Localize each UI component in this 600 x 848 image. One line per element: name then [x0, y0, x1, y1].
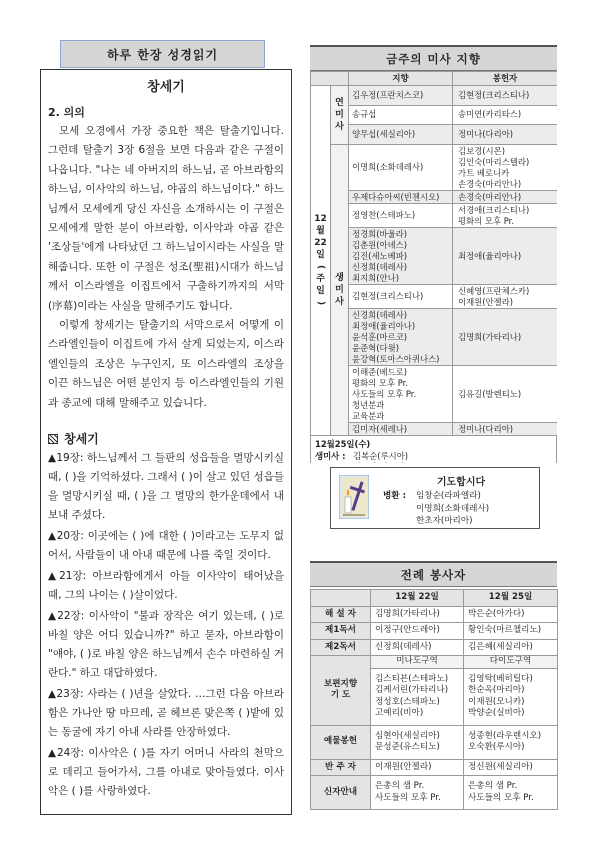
minister-cell: 김영탁(베히틸다) 한순옥(마리아) 이재원(모니카) 박양순(실비아) — [464, 668, 558, 725]
offerer-cell: 최정애(율리아나) — [453, 228, 558, 285]
minister-cell: 은총의 샘 Pr. 사도들의 모후 Pr. — [371, 776, 464, 810]
intention-cell: 송규섭 — [349, 105, 453, 125]
bible-reading-box — [40, 69, 292, 815]
daily-bible-reading-title: 하루 한장 성경읽기 — [106, 47, 219, 62]
prayer-title: 기도합시다 — [436, 477, 486, 488]
district-label: 다이도구역 — [464, 656, 558, 669]
intention-cell: 김미자(세레나) — [349, 423, 453, 436]
minister-cell: 김은혜(세실리아) — [464, 639, 558, 656]
date-dec22: 12 월 22 일 ( 주 일 ) — [314, 213, 327, 305]
date-header: 12월 22일 — [371, 590, 464, 607]
intention-name: 김복순(루시아) — [353, 450, 409, 461]
intention-cell: 김현정(크리스티나) — [349, 285, 453, 309]
minister-cell: 성종현(라우렌시오) 오숙환(루시아) — [464, 725, 558, 759]
memorial-mass-label: 연 미 사 — [335, 98, 344, 132]
intention-cell: 정경희(바울라) 김춘원(아녜스) 김진(세노베파) 신정희(데레사) 최지희(안나) — [349, 228, 453, 285]
illness-label: 병환 : — [383, 491, 407, 501]
minister-cell: 은총의 샘 Pr. 사도들의 모후 Pr. — [464, 776, 558, 810]
offerer-header: 봉헌자 — [453, 72, 558, 86]
book-title: 창세기 — [147, 80, 185, 95]
intention-cell: 이명희(소화데레사) — [349, 145, 453, 191]
minister-cell: 김명희(가타리나) — [371, 606, 464, 623]
mass-intentions-title: 금주의 미사 지향 — [310, 45, 557, 71]
quiz-item: ▲19장: 하느님께서 그 들판의 성읍들을 멸망시키실 때, ( )을 기억하셨다. 그래서 ( )이 살고 있던 성읍들을 멸망시키실 때, ( )을 그 멸망의 한가운데에서 내보내 주셨다. — [48, 452, 284, 522]
district-label: 미나도구역 — [371, 656, 464, 669]
intention-cell: 정영찬(스테파노) — [349, 204, 453, 228]
offerer-cell: 김명희(가타리나) — [453, 309, 558, 366]
quiz-item: ▲21장: 아브라함에게서 아들 이사악이 태어났을 때, 그의 나이는 ( )살이었다. — [48, 570, 284, 602]
quiz-heading-label: 창세기 — [64, 432, 99, 447]
offerer-cell: 송미연(카리타스) — [453, 105, 558, 125]
paragraph: 모세 오경에서 가장 중요한 책은 탈출기입니다. 그런데 탈출기 3장 6절을 보면 다음과 같은 구절이 나옵니다. "나는 네 아버지의 하느님, 곧 아브라함의 하느님, 이사악의 하느님, 야곱의 하느님이다." 하느님께서 모세에게 당신 자신을 소개하시는 이 구절은 모세에게 말한 분이 아브라함, 이사악과 야곱 같은 '조상들'에게 나타났던 그 하느님이시라는 사실을 말해줍니다. 또한 이 구절은 성조(聖祖)시대가 하느님께서 이스라엘을 이집트에서 구출하기까지의 서막(序幕)이라는 사실을 말해주기도 합니다. — [48, 125, 284, 312]
date-header: 12월 25일 — [464, 590, 558, 607]
quiz-item: ▲24장: 이사악은 ( )를 자기 어머니 사라의 천막으로 데리고 들어가서, 그를 아내로 맞아들였다. 이사악은 ( )를 사랑하였다. — [48, 747, 284, 798]
offerer-cell: 서경애(크리스티나) 평화의 모후 Pr. — [453, 204, 558, 228]
blank-header-cell — [311, 72, 349, 86]
minister-cell: 김스티븐(스테파노) 김케서린(가타리나) 정성호(스테파노) 고예리(비아) — [371, 668, 464, 725]
memorial-mass-cell — [331, 86, 349, 145]
offerer-cell: 손경숙(마리안나) — [453, 191, 558, 204]
dec25-mass-block — [310, 436, 557, 463]
prayer-box — [330, 467, 540, 529]
date-cell-dec22 — [311, 86, 331, 436]
intention-name — [353, 462, 443, 463]
role-ushers: 신자안내 — [311, 776, 371, 810]
daily-bible-reading-header — [60, 40, 265, 68]
intention-cell: 양무섭(세실리아) — [349, 125, 453, 145]
quiz-list — [48, 449, 284, 801]
section-heading: 2. 의의 — [48, 106, 85, 119]
mass-intentions-section — [310, 45, 557, 463]
minister-cell: 정신원(세실리아) — [464, 759, 558, 776]
intention-cell: 이해준(베드로) 평화의 모후 Pr. 사도들의 모후 Pr. 청년분과 교육분과 — [349, 366, 453, 423]
minister-cell: 이정구(안드레아) — [371, 623, 464, 640]
offerer-cell: 신혜영(프란체스카) 이재원(안젤라) — [453, 285, 558, 309]
candle-cross-icon — [339, 475, 369, 519]
role-organist: 반 주 자 — [311, 759, 371, 776]
minister-cell: 황인숙(마르첼리노) — [464, 623, 558, 640]
mass-intention-table — [310, 71, 557, 436]
prayer-name: 이명희(소화데레사) — [416, 503, 490, 514]
offerer-cell: 김보경(시몬) 김인숙(마리스텔라) 가트 베로니카 손경숙(마리안나) — [453, 145, 558, 191]
hatched-square-icon — [48, 434, 58, 444]
prayer-name: 한초자(마리아) — [416, 516, 473, 526]
role-prayers-of-faithful: 보편지향 기 도 — [311, 656, 371, 726]
quiz-item: ▲20장: 이곳에는 ( )에 대한 ( )이라고는 도무지 없어서, 사람들이 내 아내 때문에 나를 죽일 것이다. — [48, 530, 284, 562]
quiz-heading — [48, 429, 284, 449]
quiz-item: ▲22장: 이사악이 "불과 장작은 여기 있는데, ( )로 바칠 양은 어디 있습니까?" 하고 묻자, 아브라함이 "얘야, ( )로 바칠 양은 하느님께서 손수 마련하실 거란다." 하고 대답하였다. — [48, 610, 284, 680]
minister-cell: 이재원(안젤라) — [371, 759, 464, 776]
offerer-cell: 정미나(다리아) — [453, 125, 558, 145]
minister-cell: 심현아(세실리아) 문성준(유스티노) — [371, 725, 464, 759]
role-offertory: 예물봉헌 — [311, 725, 371, 759]
date-dec25: 12월25일(수) — [315, 439, 371, 449]
blank-header-cell — [311, 590, 371, 607]
role-second-reading: 제2독서 — [311, 639, 371, 656]
prayer-list — [383, 490, 489, 528]
living-mass-cell — [331, 145, 349, 436]
intention-cell: 우제다슈아씨(빈첸시오) — [349, 191, 453, 204]
intention-cell: 신경희(데레사) 최정애(율리아나) 윤석훈(마르코) 윤준혁(다윗) 윤강혁(토마스아퀴나스) — [349, 309, 453, 366]
liturgy-ministers-title: 전례 봉사자 — [310, 561, 557, 587]
offerer-cell: 정미나(다리아) — [453, 423, 558, 436]
living-mass-label: 생 미 사 — [335, 273, 344, 307]
intention-cell: 김우정(프란치스코) — [349, 86, 453, 106]
liturgy-ministers-table — [310, 589, 558, 810]
role-commentator: 해 설 자 — [311, 606, 371, 623]
minister-cell: 신정희(데레사) — [371, 639, 464, 656]
paragraph: 이렇게 창세기는 탈출기의 서막으로서 어떻게 이스라엘인들이 이집트에 가서 살게 되었는지, 이스라엘인들의 조상은 누구인지, 또 이스라엘의 조상을 이끈 하느님은 어떤 분인지 등 이스라엘인들의 기원과 종교에 대해 말해주고 있습니다. — [48, 319, 284, 409]
offerer-cell: 김현정(크리스티나) — [453, 86, 558, 106]
minister-cell: 박은순(아가다) — [464, 606, 558, 623]
role-first-reading: 제1독서 — [311, 623, 371, 640]
living-mass-label-dec25: 생미사 : — [315, 450, 346, 461]
offerer-cell: 김유길(발렌티노) — [453, 366, 558, 423]
prayer-name: 임창순(라파엘라) — [416, 491, 481, 501]
quiz-item: ▲23장: 사라는 ( )년을 살았다. …그런 다음 아브라함은 가나안 땅 마므레, 곧 헤브론 맞은쪽 ( )밭에 있는 동굴에 자기 아내 사라를 안장하였다. — [48, 688, 284, 739]
intention-header: 지향 — [349, 72, 453, 86]
